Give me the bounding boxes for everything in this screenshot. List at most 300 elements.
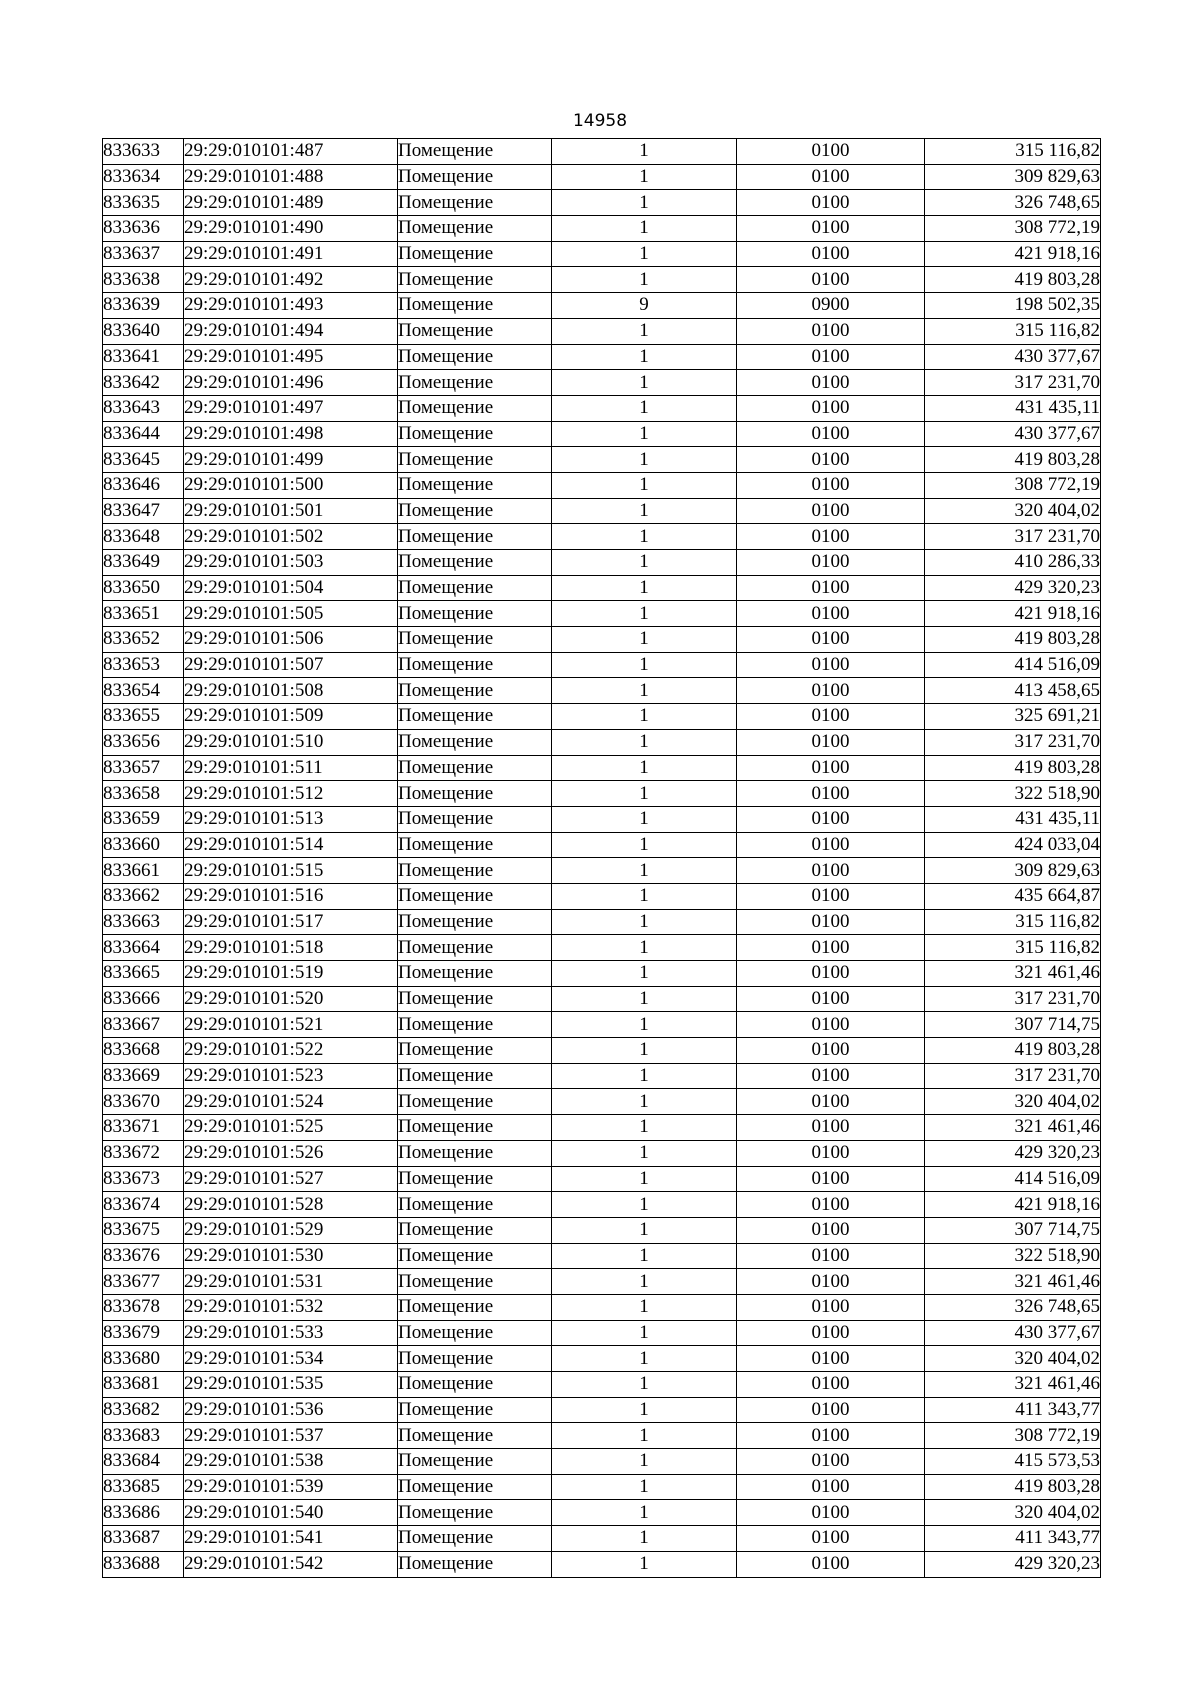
table-row xyxy=(103,601,1101,627)
object-type-cell: Помещение xyxy=(398,729,552,755)
cadastral-number-cell: 29:29:010101:505 xyxy=(184,601,398,627)
group-code-cell: 0100 xyxy=(737,498,925,524)
cadastral-number-cell: 29:29:010101:493 xyxy=(184,293,398,319)
object-type-cell: Помещение xyxy=(398,935,552,961)
row-number-cell: 833648 xyxy=(103,524,184,550)
group-code-cell: 0100 xyxy=(737,729,925,755)
group-number-cell: 1 xyxy=(552,524,737,550)
cadastral-number-cell: 29:29:010101:511 xyxy=(184,755,398,781)
group-code-cell: 0100 xyxy=(737,755,925,781)
row-number-cell: 833644 xyxy=(103,421,184,447)
table-row xyxy=(103,781,1101,807)
group-code-cell: 0100 xyxy=(737,344,925,370)
group-number-cell: 1 xyxy=(552,241,737,267)
cadastral-number-cell: 29:29:010101:506 xyxy=(184,627,398,653)
cadastral-value-cell: 308 772,19 xyxy=(925,216,1101,242)
group-code-cell: 0100 xyxy=(737,704,925,730)
group-code-cell: 0100 xyxy=(737,524,925,550)
group-number-cell: 1 xyxy=(552,472,737,498)
group-number-cell: 1 xyxy=(552,832,737,858)
cadastral-value-cell: 421 918,16 xyxy=(925,601,1101,627)
table-row xyxy=(103,1140,1101,1166)
group-number-cell: 1 xyxy=(552,1012,737,1038)
group-number-cell: 1 xyxy=(552,806,737,832)
group-code-cell: 0100 xyxy=(737,241,925,267)
group-number-cell: 1 xyxy=(552,858,737,884)
object-type-cell: Помещение xyxy=(398,498,552,524)
row-number-cell: 833651 xyxy=(103,601,184,627)
group-number-cell: 1 xyxy=(552,575,737,601)
group-number-cell: 1 xyxy=(552,704,737,730)
group-code-cell: 0100 xyxy=(737,909,925,935)
cadastral-value-cell: 419 803,28 xyxy=(925,267,1101,293)
row-number-cell: 833664 xyxy=(103,935,184,961)
group-number-cell: 1 xyxy=(552,986,737,1012)
table-row xyxy=(103,164,1101,190)
group-number-cell: 1 xyxy=(552,961,737,987)
row-number-cell: 833678 xyxy=(103,1294,184,1320)
cadastral-value-cell: 419 803,28 xyxy=(925,447,1101,473)
group-code-cell: 0100 xyxy=(737,1423,925,1449)
row-number-cell: 833667 xyxy=(103,1012,184,1038)
group-number-cell: 1 xyxy=(552,370,737,396)
cadastral-value-cell: 322 518,90 xyxy=(925,1243,1101,1269)
group-code-cell: 0100 xyxy=(737,1346,925,1372)
cadastral-number-cell: 29:29:010101:501 xyxy=(184,498,398,524)
row-number-cell: 833687 xyxy=(103,1526,184,1552)
row-number-cell: 833665 xyxy=(103,961,184,987)
cadastral-value-cell: 320 404,02 xyxy=(925,1346,1101,1372)
table-row xyxy=(103,652,1101,678)
row-number-cell: 833674 xyxy=(103,1192,184,1218)
object-type-cell: Помещение xyxy=(398,395,552,421)
cadastral-number-cell: 29:29:010101:541 xyxy=(184,1526,398,1552)
object-type-cell: Помещение xyxy=(398,1526,552,1552)
cadastral-number-cell: 29:29:010101:490 xyxy=(184,216,398,242)
cadastral-value-cell: 429 320,23 xyxy=(925,1140,1101,1166)
cadastral-number-cell: 29:29:010101:536 xyxy=(184,1397,398,1423)
cadastral-number-cell: 29:29:010101:507 xyxy=(184,652,398,678)
row-number-cell: 833673 xyxy=(103,1166,184,1192)
group-code-cell: 0100 xyxy=(737,395,925,421)
row-number-cell: 833676 xyxy=(103,1243,184,1269)
object-type-cell: Помещение xyxy=(398,781,552,807)
cadastral-value-cell: 410 286,33 xyxy=(925,550,1101,576)
cadastral-value-cell: 320 404,02 xyxy=(925,1089,1101,1115)
row-number-cell: 833658 xyxy=(103,781,184,807)
cadastral-value-cell: 307 714,75 xyxy=(925,1012,1101,1038)
object-type-cell: Помещение xyxy=(398,1474,552,1500)
table-row xyxy=(103,1243,1101,1269)
row-number-cell: 833675 xyxy=(103,1217,184,1243)
cadastral-value-cell: 320 404,02 xyxy=(925,1500,1101,1526)
row-number-cell: 833670 xyxy=(103,1089,184,1115)
row-number-cell: 833688 xyxy=(103,1551,184,1577)
object-type-cell: Помещение xyxy=(398,472,552,498)
table-row xyxy=(103,318,1101,344)
group-number-cell: 1 xyxy=(552,1526,737,1552)
row-number-cell: 833685 xyxy=(103,1474,184,1500)
object-type-cell: Помещение xyxy=(398,909,552,935)
cadastral-number-cell: 29:29:010101:488 xyxy=(184,164,398,190)
cadastral-value-cell: 411 343,77 xyxy=(925,1526,1101,1552)
cadastral-value-cell: 421 918,16 xyxy=(925,241,1101,267)
table-row xyxy=(103,1217,1101,1243)
table-row xyxy=(103,806,1101,832)
group-number-cell: 1 xyxy=(552,1423,737,1449)
row-number-cell: 833641 xyxy=(103,344,184,370)
object-type-cell: Помещение xyxy=(398,344,552,370)
object-type-cell: Помещение xyxy=(398,575,552,601)
group-code-cell: 0100 xyxy=(737,1500,925,1526)
cadastral-value-cell: 317 231,70 xyxy=(925,729,1101,755)
group-number-cell: 1 xyxy=(552,164,737,190)
group-code-cell: 0100 xyxy=(737,216,925,242)
object-type-cell: Помещение xyxy=(398,293,552,319)
cadastral-number-cell: 29:29:010101:502 xyxy=(184,524,398,550)
cadastral-number-cell: 29:29:010101:492 xyxy=(184,267,398,293)
group-number-cell: 9 xyxy=(552,293,737,319)
cadastral-number-cell: 29:29:010101:530 xyxy=(184,1243,398,1269)
group-number-cell: 1 xyxy=(552,1320,737,1346)
cadastral-number-cell: 29:29:010101:532 xyxy=(184,1294,398,1320)
cadastral-value-cell: 413 458,65 xyxy=(925,678,1101,704)
table-row xyxy=(103,883,1101,909)
table-row xyxy=(103,1423,1101,1449)
cadastral-number-cell: 29:29:010101:522 xyxy=(184,1038,398,1064)
row-number-cell: 833633 xyxy=(103,139,184,165)
group-number-cell: 1 xyxy=(552,1243,737,1269)
group-number-cell: 1 xyxy=(552,1038,737,1064)
table-row xyxy=(103,1500,1101,1526)
cadastral-number-cell: 29:29:010101:491 xyxy=(184,241,398,267)
object-type-cell: Помещение xyxy=(398,139,552,165)
group-code-cell: 0100 xyxy=(737,1115,925,1141)
object-type-cell: Помещение xyxy=(398,858,552,884)
group-number-cell: 1 xyxy=(552,1192,737,1218)
table-row xyxy=(103,1346,1101,1372)
group-code-cell: 0100 xyxy=(737,1217,925,1243)
group-code-cell: 0100 xyxy=(737,550,925,576)
row-number-cell: 833636 xyxy=(103,216,184,242)
object-type-cell: Помещение xyxy=(398,1038,552,1064)
cadastral-value-cell: 411 343,77 xyxy=(925,1397,1101,1423)
group-number-cell: 1 xyxy=(552,1063,737,1089)
object-type-cell: Помещение xyxy=(398,1012,552,1038)
cadastral-number-cell: 29:29:010101:510 xyxy=(184,729,398,755)
group-code-cell: 0100 xyxy=(737,935,925,961)
cadastral-value-cell: 198 502,35 xyxy=(925,293,1101,319)
group-number-cell: 1 xyxy=(552,1397,737,1423)
cadastral-value-cell: 317 231,70 xyxy=(925,524,1101,550)
group-code-cell: 0100 xyxy=(737,472,925,498)
cadastral-value-cell: 321 461,46 xyxy=(925,1269,1101,1295)
cadastral-number-cell: 29:29:010101:539 xyxy=(184,1474,398,1500)
object-type-cell: Помещение xyxy=(398,1423,552,1449)
cadastral-number-cell: 29:29:010101:538 xyxy=(184,1449,398,1475)
cadastral-value-cell: 326 748,65 xyxy=(925,1294,1101,1320)
table-row xyxy=(103,961,1101,987)
cadastral-value-cell: 321 461,46 xyxy=(925,961,1101,987)
cadastral-number-cell: 29:29:010101:518 xyxy=(184,935,398,961)
group-code-cell: 0100 xyxy=(737,1166,925,1192)
cadastral-number-cell: 29:29:010101:514 xyxy=(184,832,398,858)
row-number-cell: 833647 xyxy=(103,498,184,524)
row-number-cell: 833668 xyxy=(103,1038,184,1064)
row-number-cell: 833661 xyxy=(103,858,184,884)
group-code-cell: 0100 xyxy=(737,781,925,807)
row-number-cell: 833642 xyxy=(103,370,184,396)
cadastral-value-cell: 325 691,21 xyxy=(925,704,1101,730)
cadastral-value-cell: 308 772,19 xyxy=(925,472,1101,498)
group-code-cell: 0100 xyxy=(737,961,925,987)
object-type-cell: Помещение xyxy=(398,601,552,627)
row-number-cell: 833656 xyxy=(103,729,184,755)
cadastral-number-cell: 29:29:010101:500 xyxy=(184,472,398,498)
group-number-cell: 1 xyxy=(552,1294,737,1320)
table-row xyxy=(103,858,1101,884)
cadastral-value-cell: 307 714,75 xyxy=(925,1217,1101,1243)
table-row xyxy=(103,755,1101,781)
object-type-cell: Помещение xyxy=(398,550,552,576)
table-row xyxy=(103,1320,1101,1346)
table-row xyxy=(103,1294,1101,1320)
cadastral-number-cell: 29:29:010101:540 xyxy=(184,1500,398,1526)
row-number-cell: 833666 xyxy=(103,986,184,1012)
group-code-cell: 0100 xyxy=(737,1063,925,1089)
object-type-cell: Помещение xyxy=(398,1166,552,1192)
cadastral-value-cell: 419 803,28 xyxy=(925,627,1101,653)
group-number-cell: 1 xyxy=(552,1500,737,1526)
row-number-cell: 833653 xyxy=(103,652,184,678)
group-code-cell: 0100 xyxy=(737,652,925,678)
cadastral-value-cell: 419 803,28 xyxy=(925,755,1101,781)
cadastral-value-cell: 430 377,67 xyxy=(925,1320,1101,1346)
group-code-cell: 0100 xyxy=(737,370,925,396)
group-code-cell: 0100 xyxy=(737,1372,925,1398)
group-code-cell: 0100 xyxy=(737,832,925,858)
cadastral-number-cell: 29:29:010101:504 xyxy=(184,575,398,601)
group-number-cell: 1 xyxy=(552,139,737,165)
object-type-cell: Помещение xyxy=(398,1320,552,1346)
group-number-cell: 1 xyxy=(552,395,737,421)
cadastral-number-cell: 29:29:010101:508 xyxy=(184,678,398,704)
cadastral-number-cell: 29:29:010101:498 xyxy=(184,421,398,447)
group-code-cell: 0100 xyxy=(737,1397,925,1423)
group-number-cell: 1 xyxy=(552,781,737,807)
group-number-cell: 1 xyxy=(552,627,737,653)
group-number-cell: 1 xyxy=(552,498,737,524)
cadastral-value-cell: 317 231,70 xyxy=(925,370,1101,396)
table-row xyxy=(103,1474,1101,1500)
row-number-cell: 833683 xyxy=(103,1423,184,1449)
table-row xyxy=(103,935,1101,961)
group-code-cell: 0100 xyxy=(737,1269,925,1295)
group-code-cell: 0100 xyxy=(737,421,925,447)
table-row xyxy=(103,421,1101,447)
group-number-cell: 1 xyxy=(552,1217,737,1243)
cadastral-number-cell: 29:29:010101:513 xyxy=(184,806,398,832)
row-number-cell: 833652 xyxy=(103,627,184,653)
object-type-cell: Помещение xyxy=(398,1243,552,1269)
object-type-cell: Помещение xyxy=(398,961,552,987)
row-number-cell: 833640 xyxy=(103,318,184,344)
table-row xyxy=(103,986,1101,1012)
object-type-cell: Помещение xyxy=(398,1115,552,1141)
table-row xyxy=(103,575,1101,601)
object-type-cell: Помещение xyxy=(398,370,552,396)
cadastral-value-cell: 430 377,67 xyxy=(925,421,1101,447)
object-type-cell: Помещение xyxy=(398,1217,552,1243)
table-body xyxy=(103,139,1101,1578)
cadastral-number-cell: 29:29:010101:517 xyxy=(184,909,398,935)
row-number-cell: 833681 xyxy=(103,1372,184,1398)
group-number-cell: 1 xyxy=(552,755,737,781)
group-number-cell: 1 xyxy=(552,1140,737,1166)
table-row xyxy=(103,190,1101,216)
row-number-cell: 833654 xyxy=(103,678,184,704)
row-number-cell: 833662 xyxy=(103,883,184,909)
table-row xyxy=(103,1372,1101,1398)
row-number-cell: 833638 xyxy=(103,267,184,293)
group-code-cell: 0100 xyxy=(737,1294,925,1320)
object-type-cell: Помещение xyxy=(398,318,552,344)
cadastral-number-cell: 29:29:010101:535 xyxy=(184,1372,398,1398)
object-type-cell: Помещение xyxy=(398,421,552,447)
cadastral-number-cell: 29:29:010101:495 xyxy=(184,344,398,370)
table-row xyxy=(103,1115,1101,1141)
object-type-cell: Помещение xyxy=(398,1294,552,1320)
table-row xyxy=(103,832,1101,858)
group-code-cell: 0100 xyxy=(737,1243,925,1269)
group-code-cell: 0100 xyxy=(737,1089,925,1115)
table-row xyxy=(103,1166,1101,1192)
cadastral-number-cell: 29:29:010101:503 xyxy=(184,550,398,576)
cadastral-number-cell: 29:29:010101:524 xyxy=(184,1089,398,1115)
cadastral-value-cell: 317 231,70 xyxy=(925,986,1101,1012)
cadastral-value-cell: 309 829,63 xyxy=(925,164,1101,190)
table-row xyxy=(103,241,1101,267)
property-registry-table xyxy=(102,138,1101,1578)
cadastral-number-cell: 29:29:010101:521 xyxy=(184,1012,398,1038)
table-row xyxy=(103,293,1101,319)
row-number-cell: 833679 xyxy=(103,1320,184,1346)
group-number-cell: 1 xyxy=(552,1089,737,1115)
group-code-cell: 0100 xyxy=(737,190,925,216)
object-type-cell: Помещение xyxy=(398,241,552,267)
object-type-cell: Помещение xyxy=(398,832,552,858)
row-number-cell: 833669 xyxy=(103,1063,184,1089)
row-number-cell: 833682 xyxy=(103,1397,184,1423)
group-code-cell: 0100 xyxy=(737,1038,925,1064)
cadastral-value-cell: 419 803,28 xyxy=(925,1474,1101,1500)
row-number-cell: 833660 xyxy=(103,832,184,858)
object-type-cell: Помещение xyxy=(398,1500,552,1526)
object-type-cell: Помещение xyxy=(398,806,552,832)
group-code-cell: 0100 xyxy=(737,1526,925,1552)
cadastral-number-cell: 29:29:010101:527 xyxy=(184,1166,398,1192)
row-number-cell: 833672 xyxy=(103,1140,184,1166)
group-code-cell: 0900 xyxy=(737,293,925,319)
row-number-cell: 833643 xyxy=(103,395,184,421)
group-code-cell: 0100 xyxy=(737,267,925,293)
page-number: 14958 xyxy=(572,111,628,131)
cadastral-number-cell: 29:29:010101:525 xyxy=(184,1115,398,1141)
cadastral-value-cell: 315 116,82 xyxy=(925,139,1101,165)
table-row xyxy=(103,627,1101,653)
cadastral-number-cell: 29:29:010101:512 xyxy=(184,781,398,807)
cadastral-number-cell: 29:29:010101:516 xyxy=(184,883,398,909)
cadastral-value-cell: 424 033,04 xyxy=(925,832,1101,858)
table-row xyxy=(103,1551,1101,1577)
table-row xyxy=(103,139,1101,165)
cadastral-value-cell: 309 829,63 xyxy=(925,858,1101,884)
table-row xyxy=(103,729,1101,755)
group-number-cell: 1 xyxy=(552,935,737,961)
cadastral-number-cell: 29:29:010101:537 xyxy=(184,1423,398,1449)
cadastral-number-cell: 29:29:010101:487 xyxy=(184,139,398,165)
group-number-cell: 1 xyxy=(552,1346,737,1372)
group-number-cell: 1 xyxy=(552,1551,737,1577)
group-number-cell: 1 xyxy=(552,318,737,344)
object-type-cell: Помещение xyxy=(398,652,552,678)
group-number-cell: 1 xyxy=(552,883,737,909)
object-type-cell: Помещение xyxy=(398,1140,552,1166)
row-number-cell: 833645 xyxy=(103,447,184,473)
group-code-cell: 0100 xyxy=(737,1192,925,1218)
cadastral-value-cell: 317 231,70 xyxy=(925,1063,1101,1089)
table-row xyxy=(103,1063,1101,1089)
table-row xyxy=(103,1526,1101,1552)
table-row xyxy=(103,1449,1101,1475)
table-row xyxy=(103,678,1101,704)
group-code-cell: 0100 xyxy=(737,986,925,1012)
group-code-cell: 0100 xyxy=(737,1320,925,1346)
cadastral-number-cell: 29:29:010101:520 xyxy=(184,986,398,1012)
group-number-cell: 1 xyxy=(552,1115,737,1141)
group-number-cell: 1 xyxy=(552,267,737,293)
group-code-cell: 0100 xyxy=(737,164,925,190)
group-code-cell: 0100 xyxy=(737,1140,925,1166)
group-code-cell: 0100 xyxy=(737,883,925,909)
group-number-cell: 1 xyxy=(552,601,737,627)
table-row xyxy=(103,1038,1101,1064)
object-type-cell: Помещение xyxy=(398,755,552,781)
cadastral-value-cell: 321 461,46 xyxy=(925,1372,1101,1398)
table-row xyxy=(103,395,1101,421)
group-number-cell: 1 xyxy=(552,421,737,447)
row-number-cell: 833650 xyxy=(103,575,184,601)
row-number-cell: 833635 xyxy=(103,190,184,216)
row-number-cell: 833637 xyxy=(103,241,184,267)
object-type-cell: Помещение xyxy=(398,1269,552,1295)
group-number-cell: 1 xyxy=(552,1269,737,1295)
cadastral-value-cell: 308 772,19 xyxy=(925,1423,1101,1449)
row-number-cell: 833646 xyxy=(103,472,184,498)
row-number-cell: 833686 xyxy=(103,1500,184,1526)
cadastral-number-cell: 29:29:010101:515 xyxy=(184,858,398,884)
table-row xyxy=(103,704,1101,730)
table-row xyxy=(103,550,1101,576)
cadastral-value-cell: 435 664,87 xyxy=(925,883,1101,909)
group-code-cell: 0100 xyxy=(737,1474,925,1500)
object-type-cell: Помещение xyxy=(398,1063,552,1089)
table-row xyxy=(103,1397,1101,1423)
row-number-cell: 833680 xyxy=(103,1346,184,1372)
group-code-cell: 0100 xyxy=(737,806,925,832)
cadastral-number-cell: 29:29:010101:542 xyxy=(184,1551,398,1577)
table-row xyxy=(103,447,1101,473)
